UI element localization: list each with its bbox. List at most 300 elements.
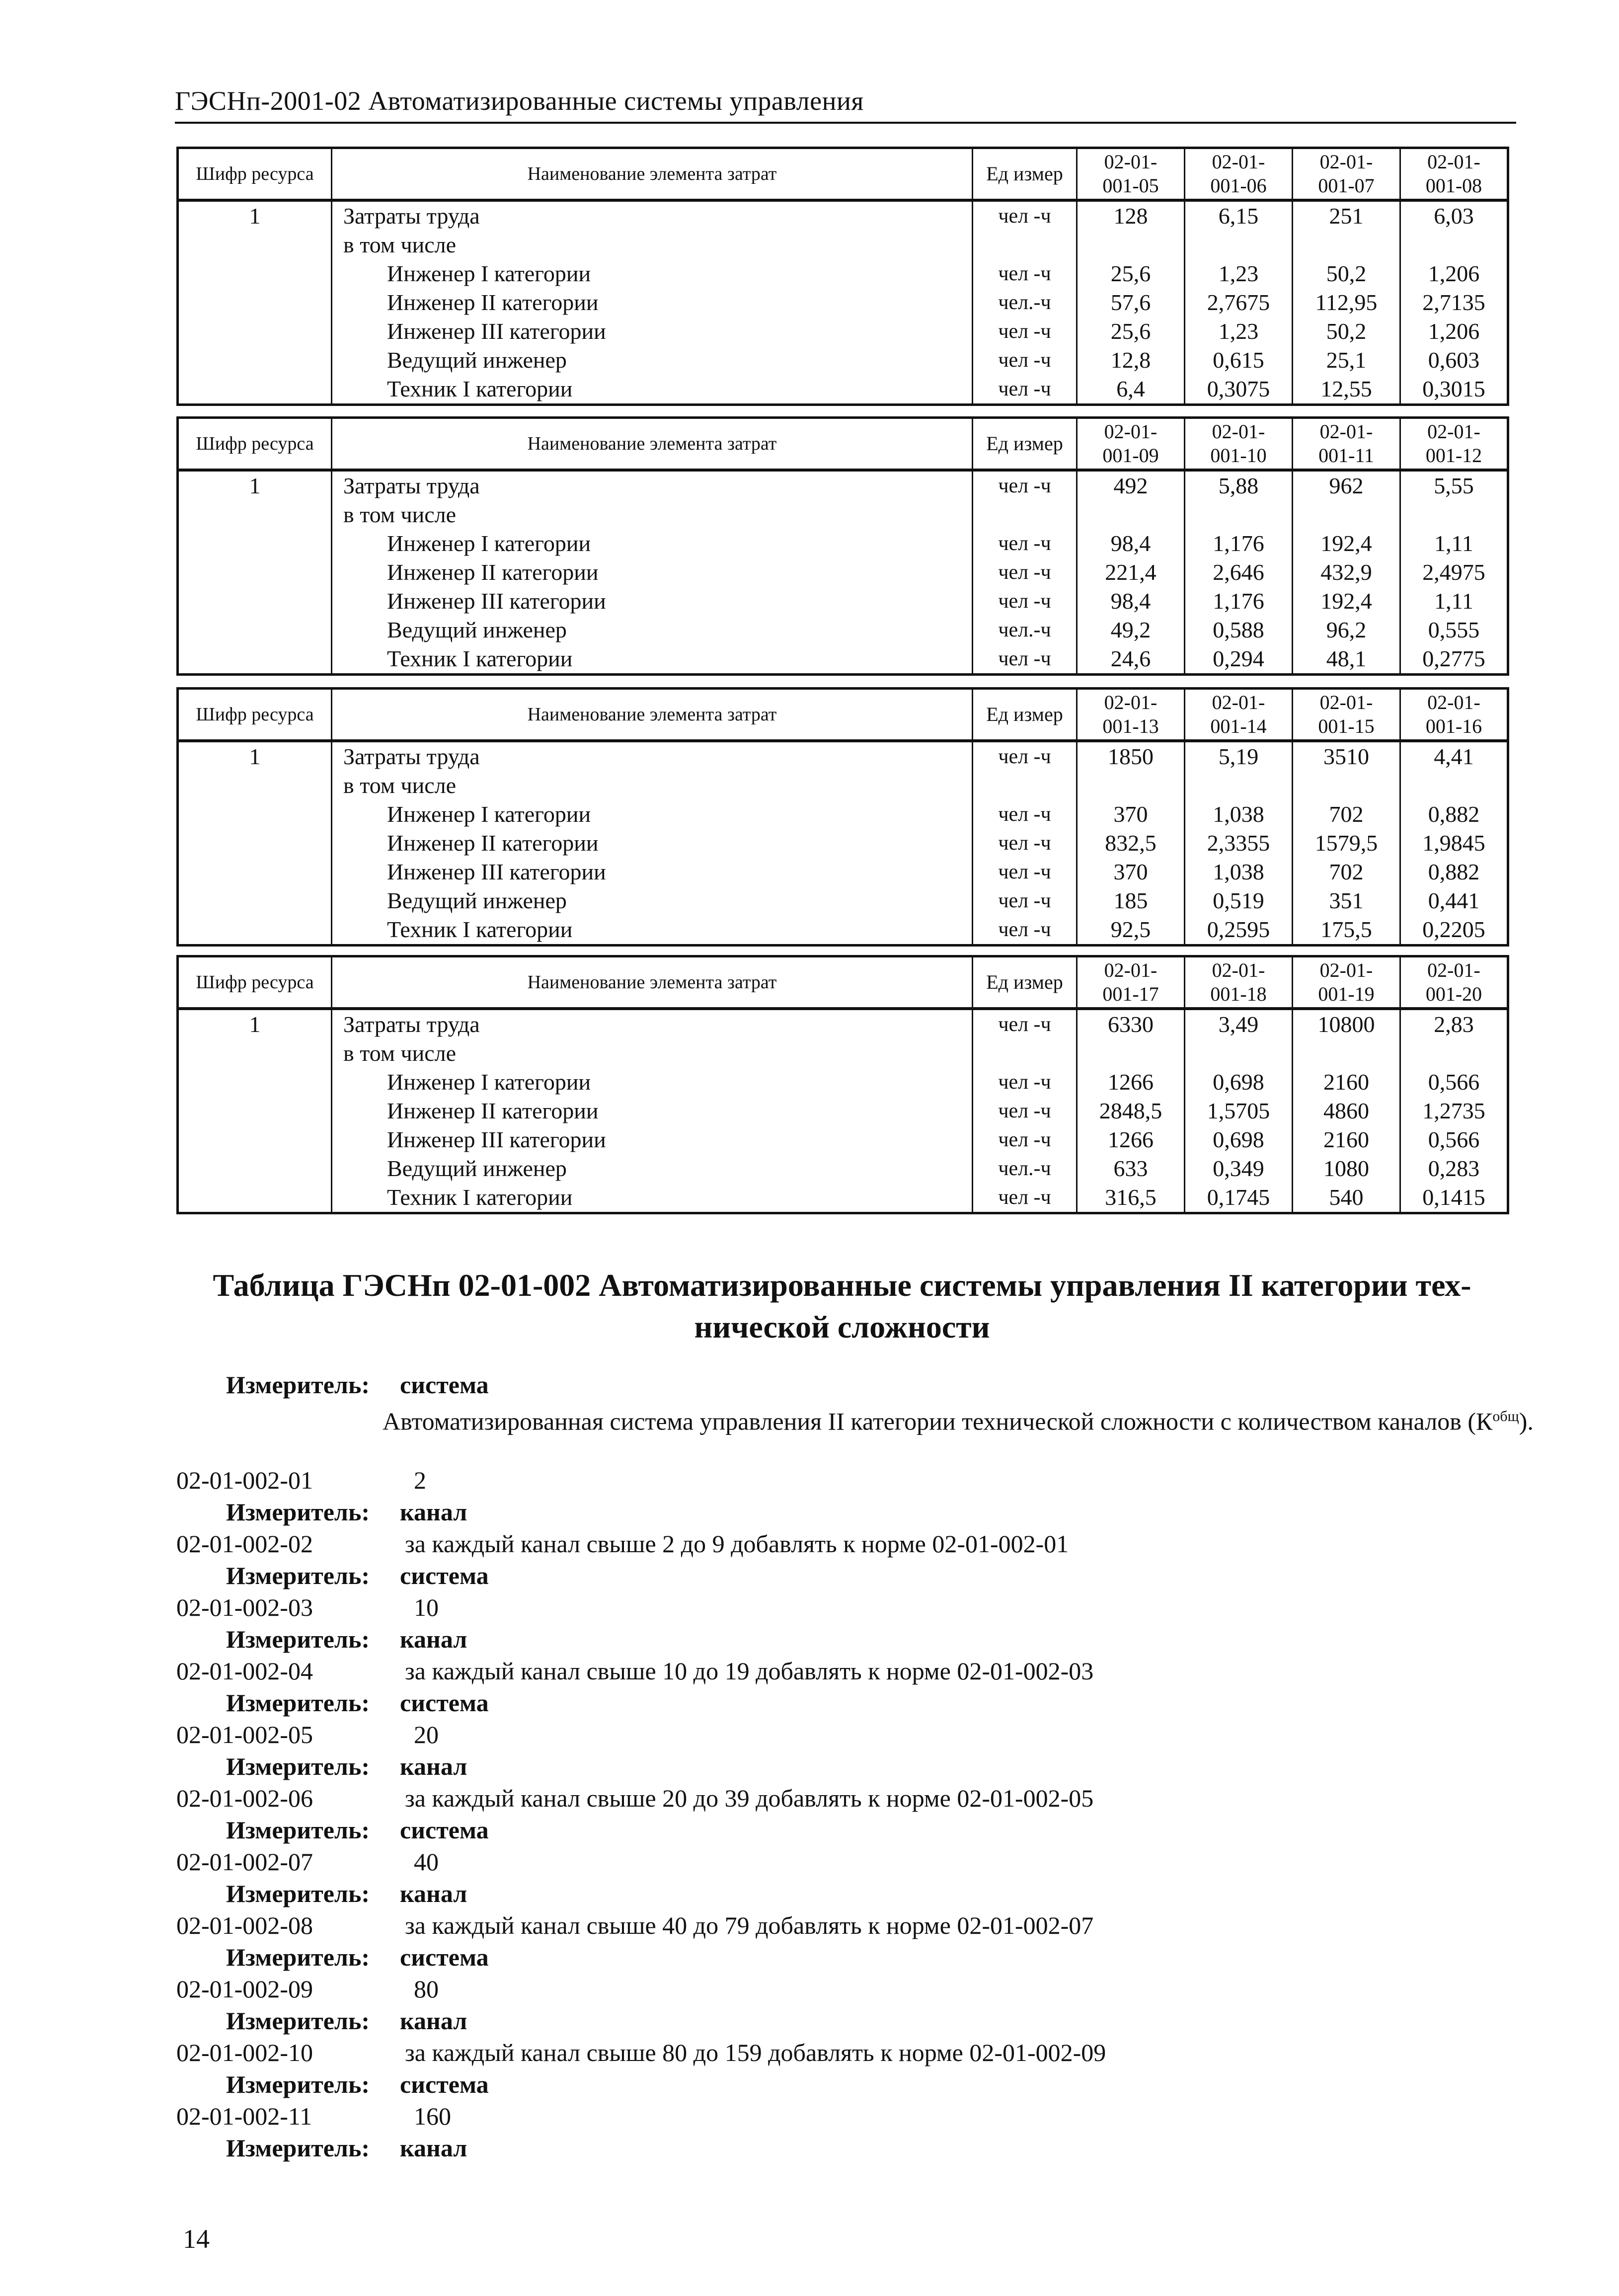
header-cost-element-name: Наименование элемента затрат (332, 689, 973, 741)
norm-code-top: 02-01- (1319, 959, 1373, 981)
table-row (178, 741, 1508, 771)
value-cell: 221,4 (1077, 558, 1185, 587)
unit-cell (973, 1039, 1077, 1068)
section-title-line2: нической сложности (694, 1309, 990, 1345)
description-end: ). (1519, 1407, 1534, 1435)
value-cell: 702 (1293, 858, 1400, 886)
norm-amount: 20 (414, 1721, 439, 1748)
value-cell: 2,7675 (1185, 288, 1293, 317)
value-cell: 25,6 (1077, 259, 1185, 288)
resource-code-cell (178, 915, 332, 946)
resource-code-cell: 1 (178, 470, 332, 500)
norm-code-top: 02-01- (1319, 420, 1373, 443)
cost-element-name-cell: Инженер II категории (332, 288, 973, 317)
table-row (178, 644, 1508, 675)
value-cell (1077, 500, 1185, 529)
unit-cell: чел -ч (973, 558, 1077, 587)
cost-element-name-cell: Инженер III категории (332, 858, 973, 886)
value-cell (1293, 231, 1400, 259)
value-cell: 1,23 (1185, 259, 1293, 288)
value-cell: 6,4 (1077, 375, 1185, 405)
meter-label: Измеритель: (226, 2007, 370, 2035)
resource-code-cell (178, 1068, 332, 1097)
header-norm-code (1293, 956, 1400, 1009)
value-cell: 1080 (1293, 1154, 1400, 1183)
meter-line (176, 1623, 1518, 1655)
resource-code-cell: 1 (178, 741, 332, 771)
value-cell: 57,6 (1077, 288, 1185, 317)
cost-element-name-cell: Затраты труда (332, 200, 973, 231)
value-cell: 0,615 (1185, 346, 1293, 375)
meter-value: система (400, 1689, 489, 1717)
norm-rule-entry (176, 1782, 1518, 1814)
cost-element-name-cell: Инженер I категории (332, 1068, 973, 1097)
meter-value: система (400, 1562, 489, 1589)
resource-code-cell (178, 500, 332, 529)
value-cell: 1579,5 (1293, 829, 1400, 858)
value-cell: 0,294 (1185, 644, 1293, 675)
value-cell: 1,9845 (1400, 829, 1508, 858)
norm-code-top: 02-01- (1212, 691, 1265, 713)
norm-code-bottom: 001-12 (1425, 444, 1482, 467)
value-cell (1400, 1039, 1508, 1068)
value-cell: 2,4975 (1400, 558, 1508, 587)
norm-code-top: 02-01- (1104, 691, 1157, 713)
norm-entry (176, 1464, 1518, 1496)
table-row (178, 1097, 1508, 1125)
norm-rule-text: за каждый канал свыше 2 до 9 добавлять к норме 02-01-002-01 (405, 1530, 1069, 1558)
norm-code-bottom: 001-07 (1318, 174, 1375, 197)
norm-code: 02-01-002-08 (176, 1911, 313, 1939)
norm-code: 02-01-002-09 (176, 1975, 313, 2003)
norm-code: 02-01-002-02 (176, 1530, 313, 1558)
header-resource-code: Шифр ресурса (178, 148, 332, 201)
table-row (178, 470, 1508, 500)
unit-cell: чел.-ч (973, 1154, 1077, 1183)
cost-element-name-cell: в том числе (332, 231, 973, 259)
meter-label: Измеритель: (226, 1625, 370, 1653)
resource-code-cell (178, 259, 332, 288)
header-cost-element-name: Наименование элемента затрат (332, 418, 973, 471)
cost-element-name-cell: Техник I категории (332, 375, 973, 405)
norm-code-bottom: 001-18 (1210, 983, 1267, 1005)
meter-value: канал (400, 1625, 467, 1653)
value-cell: 2160 (1293, 1125, 1400, 1154)
value-cell: 6,15 (1185, 200, 1293, 231)
resource-code-cell (178, 231, 332, 259)
norm-amount: 2 (414, 1466, 426, 1494)
norm-entry (176, 1591, 1518, 1623)
value-cell: 1,11 (1400, 529, 1508, 558)
table-row (178, 1183, 1508, 1213)
unit-cell: чел -ч (973, 886, 1077, 915)
header-norm-code (1185, 418, 1293, 471)
header-resource-code: Шифр ресурса (178, 689, 332, 741)
resource-code-cell (178, 558, 332, 587)
value-cell: 0,588 (1185, 616, 1293, 644)
meter-line (176, 1369, 1518, 1401)
value-cell: 50,2 (1293, 317, 1400, 346)
header-norm-code (1400, 418, 1508, 471)
value-cell: 6330 (1077, 1009, 1185, 1039)
value-cell (1293, 1039, 1400, 1068)
meter-line (176, 1814, 1518, 1846)
meter-line (176, 1560, 1518, 1591)
resource-code-cell (178, 800, 332, 829)
meter-line (176, 2068, 1518, 2100)
table-row (178, 288, 1508, 317)
cost-element-name-cell: Ведущий инженер (332, 616, 973, 644)
unit-cell: чел -ч (973, 375, 1077, 405)
table-row (178, 259, 1508, 288)
cost-element-name-cell: Ведущий инженер (332, 886, 973, 915)
value-cell: 540 (1293, 1183, 1400, 1213)
value-cell (1293, 500, 1400, 529)
norm-code-bottom: 001-09 (1102, 444, 1159, 467)
value-cell: 5,55 (1400, 470, 1508, 500)
value-cell: 2160 (1293, 1068, 1400, 1097)
unit-cell: чел -ч (973, 741, 1077, 771)
table-row (178, 346, 1508, 375)
cost-element-name-cell: в том числе (332, 1039, 973, 1068)
header-norm-code (1400, 956, 1508, 1009)
norm-code: 02-01-002-01 (176, 1466, 313, 1494)
table-row (178, 1125, 1508, 1154)
value-cell: 185 (1077, 886, 1185, 915)
resource-code-cell (178, 1125, 332, 1154)
cost-element-name-cell: в том числе (332, 500, 973, 529)
norm-rule-text: за каждый канал свыше 40 до 79 добавлять к норме 02-01-002-07 (405, 1911, 1094, 1939)
norm-code-top: 02-01- (1104, 959, 1157, 981)
norm-code-bottom: 001-14 (1210, 715, 1267, 737)
value-cell: 0,698 (1185, 1125, 1293, 1154)
resource-code-cell (178, 858, 332, 886)
resource-code-cell (178, 346, 332, 375)
value-cell: 1850 (1077, 741, 1185, 771)
header-norm-code (1293, 148, 1400, 201)
meter-value: система (400, 2070, 489, 2098)
value-cell: 0,519 (1185, 886, 1293, 915)
header-cost-element-name: Наименование элемента затрат (332, 148, 973, 201)
value-cell: 633 (1077, 1154, 1185, 1183)
value-cell: 0,603 (1400, 346, 1508, 375)
cost-element-name-cell: Инженер I категории (332, 259, 973, 288)
cost-element-name-cell: Техник I категории (332, 644, 973, 675)
norm-rule-text: за каждый канал свыше 10 до 19 добавлять к норме 02-01-002-03 (405, 1657, 1094, 1685)
unit-cell: чел -ч (973, 1097, 1077, 1125)
table-row (178, 886, 1508, 915)
header-norm-code (1293, 689, 1400, 741)
norm-code: 02-01-002-07 (176, 1848, 313, 1876)
norm-code: 02-01-002-06 (176, 1784, 313, 1812)
value-cell: 98,4 (1077, 529, 1185, 558)
norm-code-top: 02-01- (1427, 691, 1480, 713)
norm-code-top: 02-01- (1212, 959, 1265, 981)
value-cell: 962 (1293, 470, 1400, 500)
meter-value: канал (400, 1752, 467, 1780)
cost-element-name-cell: Техник I категории (332, 1183, 973, 1213)
description-text: Автоматизированная система управления II категории технической сложности с количеством каналов (К (383, 1407, 1493, 1435)
norm-code-bottom: 001-19 (1318, 983, 1375, 1005)
norm-amount: 10 (414, 1593, 439, 1621)
unit-cell: чел -ч (973, 1125, 1077, 1154)
value-cell: 351 (1293, 886, 1400, 915)
table-row (178, 200, 1508, 231)
value-cell: 1,23 (1185, 317, 1293, 346)
value-cell: 0,566 (1400, 1125, 1508, 1154)
norm-spec-list (176, 1369, 1534, 2164)
table-row (178, 829, 1508, 858)
table-header-row (178, 418, 1508, 471)
value-cell (1077, 1039, 1185, 1068)
cost-element-name-cell: Ведущий инженер (332, 1154, 973, 1183)
meter-value: система (400, 1943, 489, 1971)
value-cell: 24,6 (1077, 644, 1185, 675)
meter-line (176, 1941, 1518, 1973)
norm-entry (176, 1846, 1518, 1878)
norm-amount: 40 (414, 1848, 439, 1876)
value-cell: 3510 (1293, 741, 1400, 771)
value-cell (1185, 1039, 1293, 1068)
unit-cell (973, 500, 1077, 529)
value-cell: 0,566 (1400, 1068, 1508, 1097)
unit-cell: чел -ч (973, 587, 1077, 616)
norm-code-top: 02-01- (1104, 420, 1157, 443)
norm-code-top: 02-01- (1319, 151, 1373, 173)
header-norm-code (1185, 956, 1293, 1009)
header-resource-code: Шифр ресурса (178, 956, 332, 1009)
table-row (178, 587, 1508, 616)
value-cell: 1,5705 (1185, 1097, 1293, 1125)
value-cell: 0,1745 (1185, 1183, 1293, 1213)
value-cell: 316,5 (1077, 1183, 1185, 1213)
table-row (178, 1009, 1508, 1039)
value-cell: 1,2735 (1400, 1097, 1508, 1125)
unit-cell: чел -ч (973, 829, 1077, 858)
table-row (178, 800, 1508, 829)
unit-cell: чел -ч (973, 1009, 1077, 1039)
resource-code-cell (178, 616, 332, 644)
header-norm-code (1077, 689, 1185, 741)
value-cell: 25,1 (1293, 346, 1400, 375)
norm-code-top: 02-01- (1427, 420, 1480, 443)
cost-element-name-cell: Ведущий инженер (332, 346, 973, 375)
cost-element-name-cell: Инженер II категории (332, 829, 973, 858)
value-cell: 0,2595 (1185, 915, 1293, 946)
resource-code-cell: 1 (178, 200, 332, 231)
value-cell: 4,41 (1400, 741, 1508, 771)
norm-rule-entry (176, 1909, 1518, 1941)
norm-rule-text: за каждый канал свыше 20 до 39 добавлять к норме 02-01-002-05 (405, 1784, 1094, 1812)
header-norm-code (1077, 956, 1185, 1009)
unit-cell: чел -ч (973, 1183, 1077, 1213)
table-header-row (178, 148, 1508, 201)
value-cell: 128 (1077, 200, 1185, 231)
value-cell: 1,176 (1185, 529, 1293, 558)
norm-code: 02-01-002-05 (176, 1721, 313, 1748)
norm-code-top: 02-01- (1212, 420, 1265, 443)
meter-line (176, 2132, 1518, 2164)
norm-code-bottom: 001-05 (1102, 174, 1159, 197)
resource-table-4 (176, 955, 1509, 1214)
header-norm-code (1185, 689, 1293, 741)
unit-cell (973, 771, 1077, 800)
cost-element-name-cell: в том числе (332, 771, 973, 800)
value-cell: 702 (1293, 800, 1400, 829)
value-cell: 0,698 (1185, 1068, 1293, 1097)
value-cell: 5,19 (1185, 741, 1293, 771)
value-cell (1400, 231, 1508, 259)
norm-rule-entry (176, 1655, 1518, 1687)
value-cell: 12,8 (1077, 346, 1185, 375)
meter-label: Измеритель: (226, 1752, 370, 1780)
value-cell: 192,4 (1293, 587, 1400, 616)
resource-code-cell (178, 288, 332, 317)
norm-code-bottom: 001-16 (1425, 715, 1482, 737)
value-cell: 0,3015 (1400, 375, 1508, 405)
norm-code-top: 02-01- (1427, 151, 1480, 173)
resource-code-cell (178, 375, 332, 405)
norm-code-bottom: 001-08 (1425, 174, 1482, 197)
meter-label: Измеритель: (226, 1880, 370, 1907)
unit-cell: чел.-ч (973, 616, 1077, 644)
unit-cell: чел -ч (973, 317, 1077, 346)
cost-element-name-cell: Инженер I категории (332, 529, 973, 558)
value-cell: 50,2 (1293, 259, 1400, 288)
value-cell: 4860 (1293, 1097, 1400, 1125)
meter-label: Измеритель: (226, 2134, 370, 2162)
norm-rule-entry (176, 1528, 1518, 1560)
value-cell: 2848,5 (1077, 1097, 1185, 1125)
value-cell: 0,2205 (1400, 915, 1508, 946)
value-cell: 492 (1077, 470, 1185, 500)
table-header-row (178, 956, 1508, 1009)
table-row (178, 915, 1508, 946)
meter-value: канал (400, 2007, 467, 2035)
norm-code-top: 02-01- (1319, 691, 1373, 713)
value-cell: 175,5 (1293, 915, 1400, 946)
page-number: 14 (183, 2224, 210, 2254)
value-cell (1185, 500, 1293, 529)
running-header-title: ГЭСНп-2001-02 Автоматизированные системы управления (175, 86, 864, 116)
meter-value: канал (400, 1498, 467, 1526)
unit-cell: чел -ч (973, 470, 1077, 500)
norm-code-bottom: 001-15 (1318, 715, 1375, 737)
value-cell (1293, 771, 1400, 800)
description-line (176, 1401, 1534, 1464)
cost-element-name-cell: Инженер I категории (332, 800, 973, 829)
unit-cell: чел -ч (973, 200, 1077, 231)
value-cell: 12,55 (1293, 375, 1400, 405)
value-cell: 0,882 (1400, 858, 1508, 886)
table-row (178, 1154, 1508, 1183)
table-row (178, 558, 1508, 587)
value-cell: 112,95 (1293, 288, 1400, 317)
header-norm-code (1293, 418, 1400, 471)
norm-code: 02-01-002-03 (176, 1593, 313, 1621)
value-cell (1077, 231, 1185, 259)
value-cell: 49,2 (1077, 616, 1185, 644)
unit-cell: чел -ч (973, 644, 1077, 675)
meter-line (176, 1496, 1518, 1528)
norm-description (383, 1401, 1619, 1437)
meter-label: Измеритель: (226, 1562, 370, 1589)
norm-code-top: 02-01- (1104, 151, 1157, 173)
resource-code-cell (178, 771, 332, 800)
resource-code-cell (178, 644, 332, 675)
unit-cell: чел -ч (973, 1068, 1077, 1097)
unit-cell: чел.-ч (973, 288, 1077, 317)
header-norm-code (1185, 148, 1293, 201)
table-row (178, 858, 1508, 886)
norm-code: 02-01-002-04 (176, 1657, 313, 1685)
resource-code-cell (178, 1154, 332, 1183)
meter-value: система (400, 1371, 489, 1399)
resource-table-1 (176, 147, 1509, 406)
meter-value: канал (400, 1880, 467, 1907)
norm-code-top: 02-01- (1427, 959, 1480, 981)
resource-code-cell (178, 829, 332, 858)
header-rule (175, 122, 1516, 124)
value-cell (1185, 231, 1293, 259)
value-cell: 1,176 (1185, 587, 1293, 616)
norm-code-top: 02-01- (1212, 151, 1265, 173)
description-superscript: общ (1492, 1408, 1519, 1425)
header-unit: Ед измер (973, 148, 1077, 201)
cost-element-name-cell: Инженер II категории (332, 1097, 973, 1125)
meter-value: система (400, 1816, 489, 1844)
norm-entry (176, 2100, 1518, 2132)
header-norm-code (1400, 689, 1508, 741)
resource-code-cell (178, 1039, 332, 1068)
value-cell: 0,2775 (1400, 644, 1508, 675)
unit-cell (973, 231, 1077, 259)
value-cell: 10800 (1293, 1009, 1400, 1039)
value-cell: 96,2 (1293, 616, 1400, 644)
table-header-row (178, 689, 1508, 741)
unit-cell: чел -ч (973, 915, 1077, 946)
value-cell (1077, 771, 1185, 800)
norm-rule-text: за каждый канал свыше 80 до 159 добавлять к норме 02-01-002-09 (405, 2039, 1106, 2066)
value-cell: 0,555 (1400, 616, 1508, 644)
value-cell: 92,5 (1077, 915, 1185, 946)
resource-code-cell (178, 587, 332, 616)
meter-line (176, 1878, 1518, 1909)
header-cost-element-name: Наименование элемента затрат (332, 956, 973, 1009)
value-cell: 6,03 (1400, 200, 1508, 231)
value-cell: 251 (1293, 200, 1400, 231)
meter-line (176, 1750, 1518, 1782)
header-norm-code (1077, 418, 1185, 471)
resource-code-cell (178, 529, 332, 558)
unit-cell: чел -ч (973, 259, 1077, 288)
table-row (178, 1039, 1508, 1068)
cost-element-name-cell: Инженер III категории (332, 317, 973, 346)
value-cell: 0,3075 (1185, 375, 1293, 405)
value-cell (1400, 771, 1508, 800)
value-cell: 3,49 (1185, 1009, 1293, 1039)
value-cell: 192,4 (1293, 529, 1400, 558)
norm-entry (176, 1973, 1518, 2005)
value-cell: 1266 (1077, 1125, 1185, 1154)
value-cell: 48,1 (1293, 644, 1400, 675)
table-row (178, 771, 1508, 800)
table-row (178, 375, 1508, 405)
value-cell: 5,88 (1185, 470, 1293, 500)
norm-code-bottom: 001-06 (1210, 174, 1267, 197)
resource-code-cell: 1 (178, 1009, 332, 1039)
table-row (178, 500, 1508, 529)
